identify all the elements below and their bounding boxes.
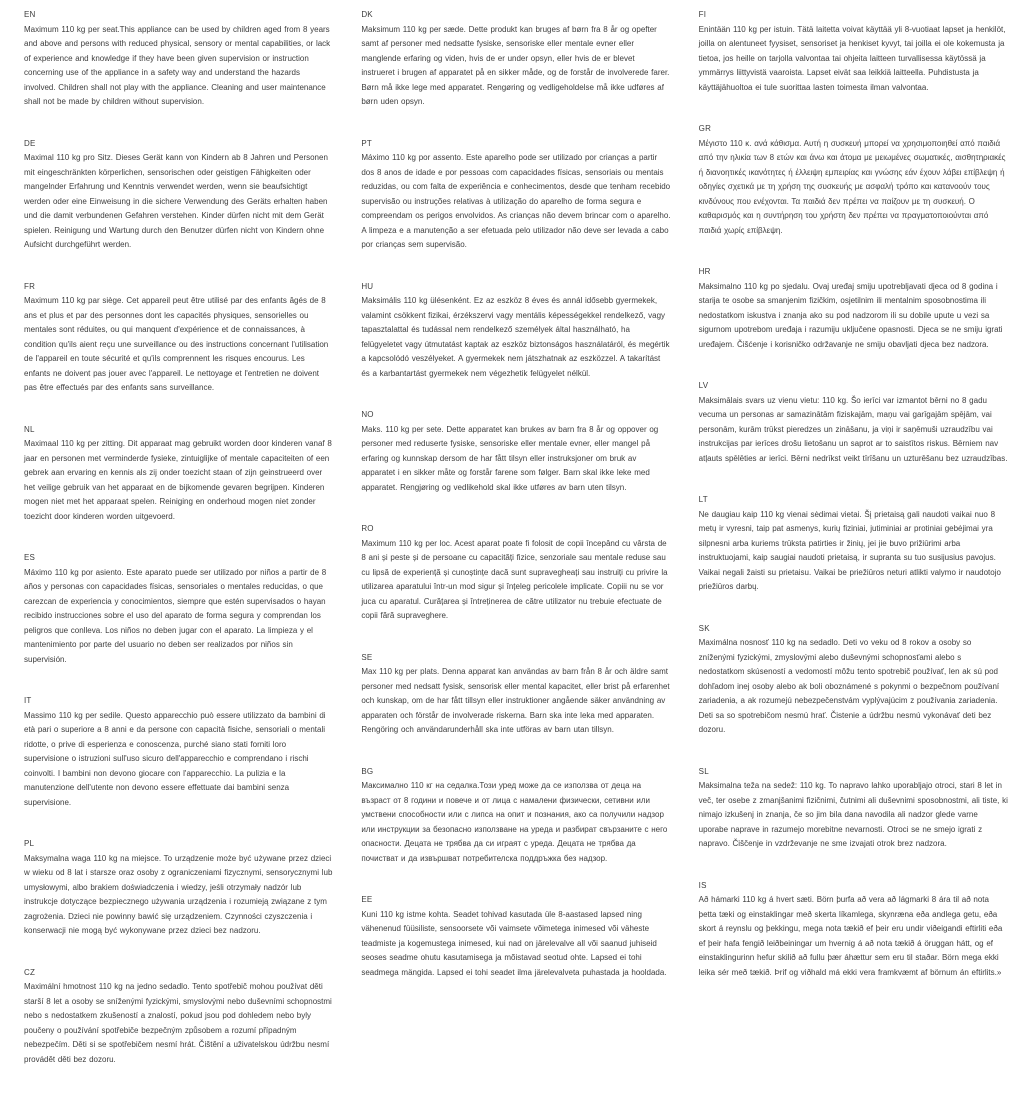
language-code-it: IT	[24, 696, 32, 705]
column-1	[24, 8, 333, 1094]
section-text-cz: Maximální hmotnost 110 kg na jedno sedadlo. Tento spotřebič mohou používat děti starší 8 let a osoby se sníženými fyzickými, smyslovými nebo duševními schopnostmi nebo s nedostatkem zkušeností a znalostí, pokud jsou pod dohledem nebo byly poučeny o používání spotřebiče bezpečným způsobem a rozumí případným nebezpečím. Děti si se spotřebičem nesmí hrát. Čištění a uživatelskou údržbu nesmí provádět děti bez dozoru.	[24, 982, 332, 1064]
language-code-cz: CZ	[24, 967, 36, 977]
section-fi	[699, 8, 1008, 95]
section-ro	[361, 522, 670, 624]
language-code-ee: EE	[361, 895, 373, 904]
section-text-fr: Maximum 110 kg par siège. Cet appareil peut être utilisé par des enfants âgés de 8 ans et plus et par des personnes dont les capacités physiques, sensorielles ou mentales sont réduites, ou qui manquent d'expérience et de connaissances, à condition qu'ils aient reçu une surveillance ou des instructions concernant l'utilisation de l'appareil en toute sécurité et qu'ils comprennent les risques encourus. Les enfants ne doivent pas jouer avec l'appareil. Le nettoyage et l'entretien ne doivent pas être effectués par des enfants sans surveillance.	[24, 296, 329, 392]
section-text-se: Max 110 kg per plats. Denna apparat kan användas av barn från 8 år och äldre samt personer med nedsatt fysisk, sensorisk eller mental kapacitet, eller brist på erfarenhet och kunskap, om de har fått tillsyn eller instruktioner angående säker användning av apparaten och förstår de involverade riskerna. Barn ska inte leka med apparaten. Rengöring och användarunderhåll ska inte utföras av barn utan tillsyn.	[361, 667, 670, 734]
section-lt	[699, 493, 1008, 595]
language-code-bg: BG	[361, 766, 374, 776]
section-text-dk: Maksimum 110 kg per sæde. Dette produkt kan bruges af børn fra 8 år og opefter samt af personer med nedsatte fysiske, sensoriske eller mentale evner eller manglende erfaring og viden, hvis de er under opsyn, eller hvis de er blevet instrueret i brugen af apparatet på en sikker måde, og de forstår de involverede farer. Børn må ikke lege med apparatet. Rengøring og vedligeholdelse må ikke udføres af børn uden opsyn.	[361, 24, 670, 106]
section-fr	[24, 280, 333, 396]
section-sl	[699, 765, 1008, 852]
section-text-bg: Максимално 110 кг на седалка.Този уред може да се използва от деца на възраст от 8 години и повече и от лица с намалени физически, сетивни или умствени способности или с липса на опит и познания, ако са получили надзор или инструкции за безопасно използване на уреда и разбират свързаните с него опасности. Децата не трябва да си играят с уреда. Децата не трябва да почистват и да извършват потребителска поддръжка без надзор.	[361, 781, 668, 863]
language-code-hu: HU	[361, 281, 374, 291]
section-text-is: Að hámarki 110 kg á hvert sæti. Börn þurfa að vera að lágmarki 8 ára til að nota þetta tæki og einstaklingar með skerta líkamlega, skynræna eða andlega getu, eða skort á reynslu og þekkingu, mega nota tækið ef þeir eru undir viðeigandi eftirliti eða ef þeir hafa fengið leiðbeiningar um hvernig á að nota tækið á öruggan hátt, og ef einstaklingurinn hefur skilið að fullu þær áhættur sem eru til staðar. Börn mega ekki leika sér með tækið. Þrif og viðhald má ekki vera framkvæmt af börnum án eftirlits.»	[698, 895, 1003, 977]
section-hu	[361, 280, 670, 382]
column-3	[699, 8, 1008, 1007]
section-text-sl: Maksimalna teža na sedež: 110 kg. To napravo lahko uporabljajo otroci, stari 8 let in več, ter osebe z zmanjšanimi fizičnimi, čutnimi ali duševnimi sposobnostmi, ali tiste, ki nimajo izkušenj in znanja, če so jim bila dana navodila ali nadzor glede varne uporabe naprave in razumejo morebitne nevarnosti. Otroci se ne smejo igrati z napravo. Čiščenje in vzdrževanje ne sme izvajati otrok brez nadzora.	[698, 781, 1008, 848]
section-gr	[699, 122, 1008, 238]
section-nl	[24, 423, 333, 525]
language-code-sk: SK	[698, 623, 710, 633]
section-text-gr: Μέγιστο 110 κ. ανά κάθισμα. Αυτή η συσκευή μπορεί να χρησιμοποιηθεί από παιδιά από την ηλικία των 8 ετών και άνω και άτομα με μειωμένες σωματικές, αισθητηριακές ή διανοητικές ικανότητες ή έλλειψη εμπειρίας και γνώσης εάν έχουν λάβει επίβλεψη ή οδηγίες σχετικά με τη χρήση της συσκευής με ασφαλή τρόπο και κατανοούν τους κινδύνους που ενέχονται. Τα παιδιά δεν πρέπει να παίζουν με τη συσκευή. Ο καθαρισμός και η συντήρηση του χρήστη δεν πρέπει να πραγματοποιούνται από παιδιά χωρίς επίβλεψη.	[698, 138, 1006, 235]
section-no	[361, 408, 670, 495]
section-hr	[699, 265, 1008, 352]
language-code-nl: NL	[24, 424, 35, 434]
section-is	[699, 879, 1008, 981]
section-text-hr: Maksimalno 110 kg po sjedalu. Ovaj uređaj smiju upotrebljavati djeca od 8 godina i starija te osobe sa smanjenim fizičkim, osjetilnim ili mentalnim sposobnostima ili nedostatkom iskustva i znanja ako su pod nadzorom ili su dobile upute u vezi sa sigurnom upotrebom uređaja i razumiju uključene opasnosti. Djeca se ne smiju igrati uređajem. Čišćenje i korisničko održavanje ne smiju obavljati djeca bez nadzora.	[698, 281, 1003, 349]
section-bg	[361, 765, 670, 867]
section-de	[24, 137, 333, 253]
section-lv	[699, 379, 1008, 466]
language-code-is: IS	[698, 880, 707, 890]
language-code-pl: PL	[24, 839, 35, 848]
section-text-en: Maximum 110 kg per seat.This appliance can be used by children aged from 8 years and above and persons with reduced physical, sensory or mental capabilities, or lack of experience and knowledge if they have been given supervision or instruction concerning use of the appliance in a safety way and understand the hazards involved. Children shall not play with the appliance. Cleaning and user maintenance shall not be made by children without supervision.	[24, 24, 331, 106]
section-se	[361, 651, 670, 738]
section-text-lt: Ne daugiau kaip 110 kg vienai sėdimai vietai. Šį prietaisą gali naudoti vaikai nuo 8 metų ir vyresni, taip pat asmenys, kurių fiziniai, jutiminiai ar protiniai gebėjimai yra silpnesni arba kuriems trūksta patirties ir žinių, jei jie buvo prižiūrimi arba instruktuojami, kaip saugiai naudoti prietaisą, ir supranta su tuo susijusius pavojus. Vaikai negali žaisti su prietaisu. Vaikai be priežiūros neturi atlikti valymo ir naudotojo priežiūros darbų.	[698, 509, 1001, 591]
section-text-ro: Maximum 110 kg per loc. Acest aparat poate fi folosit de copii începând cu vârsta de 8 ani și peste și de persoane cu capacități fizice, senzoriale sau mentale reduse sau cu lipsă de experiență și cunoștințe dacă sunt supravegheați sau instruiți cu privire la utilizarea aparatului într-un mod sigur și înțeleg pericolele implicate. Copiii nu se vor juca cu aparatul. Curățarea și întreținerea de către utilizator nu trebuie efectuate de copii fără supraveghere.	[361, 538, 668, 620]
section-text-pl: Maksymalna waga 110 kg na miejsce. To urządzenie może być używane przez dzieci w wieku od 8 lat i starsze oraz osoby z ograniczeniami fizycznymi, sensorycznymi lub umysłowymi, albo brakiem doświadczenia i wiedzy, jeśli otrzymały nadzór lub instrukcje dotyczące bezpiecznego używania urządzenia i rozumieją związane z tym zagrożenia. Dzieci nie powinny bawić się urządzeniem. Czynności czyszczenia i konserwacji nie mogą być wykonywane przez dzieci bez nadzoru.	[24, 853, 333, 935]
section-cz	[24, 966, 333, 1068]
language-code-fr: FR	[24, 281, 36, 291]
section-text-it: Massimo 110 kg per sedile. Questo apparecchio può essere utilizzato da bambini di età pari o superiore a 8 anni e da persone con capacità fisiche, sensoriali o mentali ridotte, o prive di esperienza e conoscenza, purché siano stati forniti loro supervisione o istruzioni sull'uso sicuro dell'apparecchio e comprendano i rischi coinvolti. I bambini non devono giocare con l'apparecchio. La pulizia e la manutenzione dell'utente non devono essere effettuate dai bambini senza supervisione.	[24, 710, 326, 807]
section-dk	[361, 8, 670, 110]
language-code-dk: DK	[361, 10, 373, 19]
section-text-pt: Máximo 110 kg por assento. Este aparelho pode ser utilizado por crianças a partir dos 8 anos de idade e por pessoas com capacidades físicas, sensoriais ou mentais reduzidas, ou com falta de experiência e conhecimentos, desde que tenham recebido supervisão ou instruções relativas à utilização do aparelho de forma segura e compreendam os perigos envolvidos. As crianças não devem brincar com o aparelho. A limpeza e a manutenção a ser efetuada pelo utilizador não deve ser levada a cabo por crianças sem supervisão.	[361, 153, 671, 249]
language-code-sl: SL	[698, 766, 709, 776]
section-es	[24, 551, 333, 667]
language-code-hr: HR	[698, 267, 711, 276]
language-code-gr: GR	[698, 124, 712, 133]
column-2	[361, 8, 670, 1007]
language-code-es: ES	[24, 553, 36, 562]
section-ee	[361, 893, 670, 980]
language-code-lv: LV	[698, 381, 709, 390]
section-it	[24, 694, 333, 810]
section-en	[24, 8, 333, 110]
language-code-en: EN	[24, 10, 36, 19]
section-pt	[361, 137, 670, 253]
section-text-hu: Maksimális 110 kg ülésenként. Ez az eszköz 8 éves és annál idősebb gyermekek, valamint csökkent fizikai, érzékszervi vagy mentális képességekkel rendelkező, vagy tapasztalattal és tudással nem rendelkező személyek által használható, ha felügyeletet vagy útmutatást kaptak az eszköz biztonságos használatáról, és megértik a kapcsolódó veszélyeket. A gyermekek nem játszhatnak az eszközzel. A takarítást és a karbantartást gyermekek nem végezhetik felügyelet nélkül.	[361, 296, 670, 378]
language-code-pt: PT	[361, 138, 372, 148]
section-text-nl: Maximaal 110 kg per zitting. Dit apparaat mag gebruikt worden door kinderen vanaf 8 jaar en personen met verminderde fysieke, zintuiglijke of mentale capaciteiten of een gebrek aan ervaring en kennis als zij onder toezicht staan of zijn geinstrueerd over het veilige gebruik van het apparaat en de bijkomende gevaren begrijpen. Kinderen mogen niet met het apparaat spelen. Reiniging en onderhoud mogen niet zonder toezicht door kinderen worden uitgevoerd.	[24, 439, 332, 521]
section-text-es: Máximo 110 kg por asiento. Este aparato puede ser utilizado por niños a partir de 8 años y personas con capacidades físicas, sensoriales o mentales reducidas, o que carezcan de experiencia y conocimientos, siempre que estén supervisados o hayan recibido instrucciones sobre el uso del aparato de forma segura y comprendan los peligros que conlleva. Los niños no deben jugar con el aparato. La limpieza y el mantenimiento por parte del usuario no deben ser realizados por niños sin supervisión.	[24, 567, 327, 664]
language-code-de: DE	[24, 138, 36, 148]
section-text-no: Maks. 110 kg per sete. Dette apparatet kan brukes av barn fra 8 år og oppover og personer med reduserte fysiske, sensoriske eller mentale evner, eller mangel på erfaring og kunnskap dersom de har fått tilsyn eller instruksjoner om bruk av apparatet i en sikker måte og forstår farene som følger. Barn skal ikke leke med apparatet. Rengjøring og vedlikehold skal ikke utføres av barn uten tilsyn.	[361, 424, 659, 492]
section-sk	[699, 622, 1008, 738]
language-code-lt: LT	[698, 495, 708, 504]
section-pl	[24, 837, 333, 939]
language-code-no: NO	[361, 410, 374, 419]
section-text-de: Maximal 110 kg pro Sitz. Dieses Gerät kann von Kindern ab 8 Jahren und Personen mit eingeschränkten körperlichen, sensorischen oder geistigen Fähigkeiten oder mangelnder Erfahrung und Kenntnis verwendet werden, wenn sie beaufsichtigt werden oder eine Einweisung in die sichere Verwendung des Geräts erhalten haben und die damit verbundenen Gefahren verstehen. Kinder dürfen nicht mit dem Gerät spielen. Reinigung und Wartung durch den Benutzer dürfen nicht von Kindern ohne Aufsicht durchgeführt werden.	[24, 153, 328, 249]
section-text-lv: Maksimālais svars uz vienu vietu: 110 kg. Šo ierīci var izmantot bērni no 8 gadu vecuma un personas ar samazinātām fiziskajām, maņu vai garīgajām spējām, vai personām, kurām trūkst pieredzes un zināšanu, ja viņi ir saņēmuši uzraudzību vai instrukcijas par ierīces drošu lietošanu un saprot ar to saistītos riskus. Bērniem nav atļauts spēlēties ar ierīci. Bērni nedrīkst veikt tīrīšanu un uzturēšanu bez uzraudzības.	[698, 395, 1008, 463]
language-code-ro: RO	[361, 524, 374, 533]
section-text-ee: Kuni 110 kg istme kohta. Seadet tohivad kasutada üle 8-aastased lapsed ning vähenenud füüsiliste, sensoorsete või vaimsete võimetega inimesed või väheste teadmiste ja kogemustega inimesed, kui nad on järelevalve all või saanud juhiseid seoses seadme ohutu kasutamisega ja mõistavad seotud ohte. Lapsed ei tohi seadmega mängida. Lapsed ei tohi seadet ilma järelevalveta puhastada ja hooldada.	[361, 909, 667, 977]
section-text-sk: Maximálna nosnosť 110 kg na sedadlo. Deti vo veku od 8 rokov a osoby so zníženými fyzickými, zmyslovými alebo duševnými schopnosťami alebo s nedostatkom skúseností a vedomostí môžu tento spotrebič používať, len ak sú pod dohľadom inej osoby alebo ak boli oboznámené s pokynmi o bezpečnom používaní zariadenia, a ak rozumejú nebezpečenstvám vyplývajúcim z používania zariadenia. Deti sa so spotrebičom nesmú hrať. Čistenie a údržbu nesmú vykonávať deti bez dozoru.	[698, 638, 1000, 734]
section-text-fi: Enintään 110 kg per istuin. Tätä laitetta voivat käyttää yli 8-vuotiaat lapset ja henkilöt, joilla on alentuneet fyysiset, sensoriset ja henkiset kyvyt, tai joilla ei ole kokemusta ja tietoa, jos heille on tarjolla valvontaa tai ohjeita laitteen turvallisessa käytössä ja ymmärrys liittyvistä vaaroista. Lapset eivät saa leikkiä laitteella. Puhdistusta ja käyttäjähuoltoa ei tule suorittaa lasten toimesta ilman valvontaa.	[698, 24, 1006, 92]
language-code-fi: FI	[698, 10, 707, 19]
language-code-se: SE	[361, 652, 373, 662]
